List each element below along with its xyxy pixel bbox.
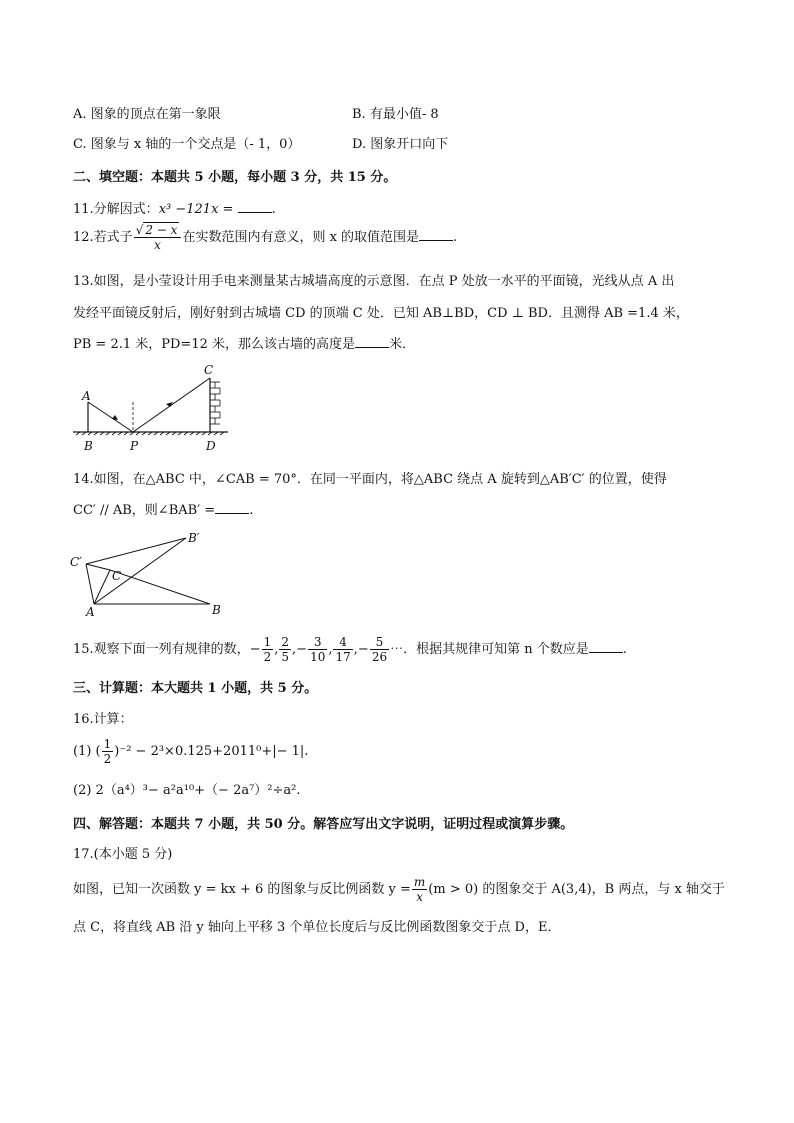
question-11 [73,198,276,217]
option-c: C. 图象与 x 轴的一个交点是（- 1，0） [73,137,301,152]
q14-line2-text: CC′ // AB，则∠BAB′ = [73,503,216,518]
label-p: P [130,439,139,453]
fraction-denominator: 10 [310,650,326,664]
q12-prefix: 12.若式子 [73,230,133,245]
sequence-sign: − [357,642,369,657]
q15-prefix: 15.观察下面一列有规律的数， [73,642,250,657]
segment-cp-bp [86,538,186,564]
label-b: B [84,439,93,453]
q14-line2-end: . [249,503,254,518]
label-b: B [212,603,221,617]
label-c: C [204,363,214,377]
question-16-part-2: (2) 2（a⁴）³− a²a¹⁰+（− 2a⁷）²÷a². [73,783,301,798]
sequence-comma: , [353,642,358,657]
q16-p1-rest: )⁻² − 2³×0.125+2011⁰+|− 1|. [114,744,309,759]
question-14-line-1: 14.如图，在△ABC 中，∠CAB = 70°．在同一平面内，将△ABC 绕点 A 旋转到△AB′C′ 的位置，使得 [73,472,667,487]
arrow-head [112,415,118,420]
question-13-line-1: 13.如图，是小莹设计用手电来测量某古城墙高度的示意图．在点 P 处放一水平的平面镜，光线从点 A 出 [73,274,675,289]
q11-prefix: 11.分解因式： [73,202,159,217]
q17-fraction [412,876,427,903]
label-a: A [86,605,95,619]
segment-cp-c [86,564,110,570]
q12-radicand: 2 − x [145,223,178,237]
q16-p1-open: (1) ( [73,744,101,759]
answer-blank[interactable] [419,228,453,241]
q15-end: . [622,642,627,657]
question-13-line-3 [73,333,415,352]
question-17-line-1 [73,876,725,903]
figure-14-rotation-diagram [68,528,238,623]
fraction-numerator: 5 [370,636,389,650]
sequence-fraction [279,636,291,663]
q15-suffix: ⋯．根据其规律可知第 n 个数应是 [390,642,589,657]
option-a: A. 图象的顶点在第一象限 [73,107,221,122]
section-heading-solutions: 四、解答题：本题共 7 小题，共 50 分。解答应写出文字说明，证明过程或演算步骤。 [73,817,574,832]
q17-line1-rest: (m > 0) 的图象交于 A(3,4)，B 两点，与 x 轴交于 [428,882,725,897]
label-d: D [206,439,216,453]
fraction-denominator: 17 [335,650,351,664]
ray-p-c [133,378,210,432]
fraction-numerator: 2 [281,635,290,649]
q13-line3-end: 米． [389,337,416,352]
sequence-comma: , [328,642,333,657]
answer-blank[interactable] [215,501,249,514]
question-17-title: 17.(本小题 5 分) [73,847,173,862]
q16-den: 2 [103,752,112,766]
sequence-sign: − [296,642,308,657]
fraction-denominator: 26 [371,650,388,664]
label-c: C [112,569,122,583]
q11-expr: x³ −121x = [158,202,234,217]
sequence-comma: , [292,642,297,657]
answer-blank[interactable] [589,640,623,653]
wall-hatch [210,382,220,424]
sequence-fraction [262,636,274,663]
segment-a-bp [94,538,186,604]
segment-a-c [94,570,110,604]
q11-suffix: . [271,202,276,217]
fraction-denominator: 5 [281,650,290,664]
question-12 [73,224,457,251]
question-16-part-1 [73,738,308,765]
ray-a-p [88,402,133,432]
sequence-sign: − [249,642,261,657]
q16-num: 1 [103,737,112,751]
question-13-line-2: 发经平面镜反射后，刚好射到古城墙 CD 的顶端 C 处．已知 AB⊥BD，CD ⊥ BD．且测得 AB =1.4 米， [73,306,689,321]
segment-a-cp [86,564,94,604]
answer-blank[interactable] [238,200,272,213]
answer-blank[interactable] [355,335,389,348]
question-17-line-2: 点 C，将直线 AB 沿 y 轴向上平移 3 个单位长度后与反比例函数图象交于点 D，E． [73,920,561,935]
q17-den: x [416,890,423,904]
fraction-numerator: 1 [263,635,272,649]
label-c-prime: C′ [70,555,82,569]
sequence-comma: , [274,642,279,657]
sequence-fraction [308,636,327,663]
q17-line1-text: 如图，已知一次函数 y = kx + 6 的图象与反比例函数 y = [73,882,411,897]
question-16-title: 16.计算： [73,712,133,727]
option-b: B. 有最小值- 8 [352,107,439,122]
question-14-line-2 [73,499,253,518]
section-heading-fill-in: 二、填空题：本题共 5 小题，每小题 3 分，共 15 分。 [73,170,397,185]
q12-fraction [134,224,182,251]
q12-suffix: 在实数范围内有意义，则 x 的取值范围是 [182,230,420,245]
q15-sequence [249,635,390,664]
label-a: A [82,389,91,403]
figure-13-mirror-diagram [68,360,238,455]
section-heading-calculation: 三、计算题：本大题共 1 小题，共 5 分。 [73,681,318,696]
q16-fraction [102,738,114,765]
segment-c-b [110,570,210,604]
q17-num: m [413,875,426,889]
q13-line3-text: PB = 2.1 米，PD=12 米，那么该古墙的高度是 [73,337,356,352]
sequence-fraction [333,636,352,663]
q12-end: . [453,230,458,245]
sqrt-sign: √ [135,223,144,237]
fraction-numerator: 4 [333,636,352,650]
fraction-denominator: 2 [263,650,272,664]
fraction-numerator: 3 [308,636,327,650]
label-b-prime: B′ [188,531,200,545]
sequence-fraction [370,636,389,663]
q12-denominator: x [154,238,161,252]
option-d: D. 图象开口向下 [352,137,449,152]
question-15 [73,636,627,663]
